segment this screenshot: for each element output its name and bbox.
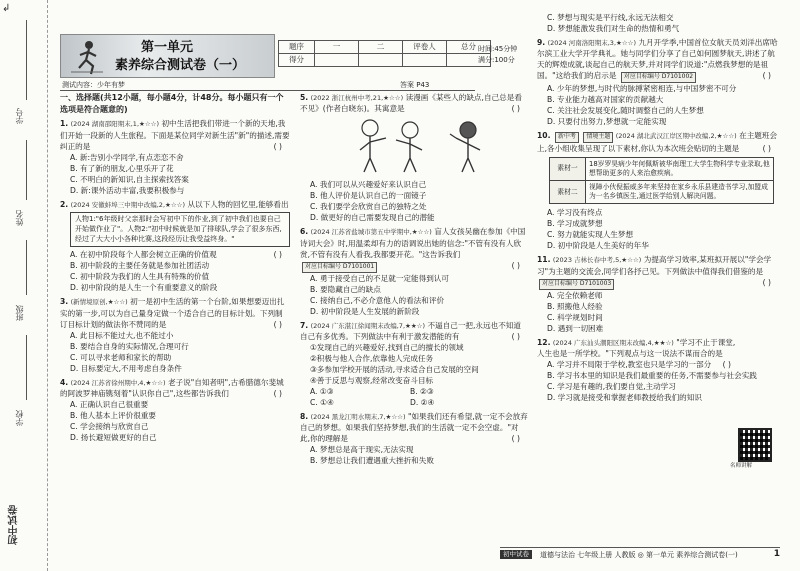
question-2: 2. (2024 安徽蚌埠三中期中改编,2,★☆☆) 从以下人物的回忆里,能够看出 人物1:"6年级时父亲那时会写初中下的作业,到了初中我们也要自己开始做作业了"。人物2:"初中时候就是加了排球队,学会了很多东西,经过了大大小小各种比赛,这段经历让我受益终身。" ( ) A. 在初中阶段每个人都会树立正确的价值观 B. 初中阶段的主要任务就是参加社团活动 C. 初中阶段为我们的人生具有特殊的价值 D. 初中阶段的是人生一个有重要意义的阶段	[60, 199, 289, 293]
option[interactable]: C. 初中阶段为我们的人生具有特殊的价值	[70, 272, 210, 282]
option[interactable]: D. 初中阶段是人生发展的新阶段	[310, 306, 420, 316]
option[interactable]: A. 学习没有终点	[547, 208, 603, 218]
option[interactable]: A. 新:告别小学同学,有点恋恋不舍	[70, 152, 184, 162]
question-7: 7. (2024 广东湛江徐闻期末改编,7,★★☆) 不逼自己一把,永远也不知道自己有多优秀。下列做法中有利于激发潜能的有 ( ) ①发现自己的兴趣爱好,找到自己的擅长的领域 ②积极与他人合作,依靠他人完成任务 ③多参加学校开展的活动,寻求适合自己发展的空间 ④善于反思与观察,经常改变奋斗目标 A. ①③ B. ②③ C. ①④ D. ②④	[300, 320, 528, 408]
answer-blank[interactable]: ( )	[273, 389, 282, 399]
new-exam-badge: 新中考	[555, 132, 579, 143]
question-10: 10. 新中考 情境主题 (2024 湖北武汉江岸区期中改编,2,★☆☆) 在主题班会上,各小组收集呈现了以下素材,你认为本次班会贴切的主题是 ( ) 素材一 18岁罗昊病少年何佩斯被华南理工大学生物科学专业录取,他想帮助更多的人来治愈疾病。 素材二 视障小伙倪振威多年来坚持在家乡永乐县建造书学习,加盟成为一名乡镇医生,通过医学给别人解决问题。 A. 学习没有终点 B. 学习成就梦想 C. 努力就能实现人生梦想 D. 初中阶段是人生美好的年华	[537, 131, 778, 251]
option[interactable]: C. ①④	[310, 397, 334, 407]
option[interactable]: D. 只要付出努力,梦想就一定能实现	[547, 117, 667, 127]
option[interactable]: C. 梦想与现实是平行线,永远无法相交	[547, 13, 674, 22]
option[interactable]: A. 此目标不能过大,也不能过小	[70, 330, 174, 340]
score-cell[interactable]	[315, 54, 359, 67]
title-banner	[60, 34, 275, 78]
statement: ①发现自己的兴趣爱好,找到自己的擅长的领域	[310, 342, 464, 352]
question-8: 8. (2024 黑龙江明水期末,7,★☆☆) "如果我们还有希望,就一定不会放弃自己的梦想。如果我们坚持梦想,我们的生活就一定不会空虚。"对此,你的理解是 ( ) A. 梦想总是高于现实,无法实现 B. 梦想总让我们遭遇重大挫折和失败	[300, 411, 528, 466]
option[interactable]: C. 我们要学会欣赏自己的独特之处	[310, 202, 427, 212]
question-4: 4. (2024 江苏省徐州期中,4,★☆☆) 老子说"自知者明",古希腊德尔斐城的阿波罗神庙镌刻着"认识你自己",这些都告诉我们 ( ) A. 正确认识自己很重要 B. 他人基本上评价很重要 C. 学会接纳与欣赏自己 D. 扬长避短做更好的自己	[60, 377, 290, 443]
option[interactable]: A. 勇于接受自己的不足就一定能得到认可	[310, 273, 449, 283]
score-header-cell: 二	[359, 41, 403, 54]
answer-blank[interactable]: ( )	[511, 260, 520, 270]
qr-code-icon[interactable]	[738, 428, 772, 462]
material-text: 18岁罗昊病少年何佩斯被华南理工大学生物科学专业录取,他想帮助更多的人来治愈疾病。	[586, 157, 774, 180]
test-content: 测试内容：少年有梦	[62, 81, 125, 89]
full-score: 满分:100分	[478, 55, 515, 64]
option[interactable]: D. 学习就是接受和掌握老师教授给我们的知识	[547, 393, 702, 403]
option[interactable]: A. 学习并不局限于学校,教室也只是学习的一部分	[547, 360, 712, 370]
answer-blank[interactable]: ( )	[511, 331, 520, 341]
target-code-tag: 对应目标编号 D7101003	[539, 279, 614, 290]
answer-blank[interactable]: ( )	[273, 319, 282, 329]
option[interactable]: C. 不明白的新知识,自主探索找答案	[70, 174, 189, 184]
question-11: 11. (2023 吉林长春中考,5,★☆☆) 为提高学习效率,某班拟开展以"学会学习"为主题的交流会,同学们各抒己见。下列做法中值得我们借鉴的是 对应目标编号 D7101003 ( ) A. 完全依赖老师 B. 照搬他人经验 C. 科学规划时间 D. 遇到一切困难	[537, 254, 779, 333]
option[interactable]: C. 科学规划时间	[547, 312, 603, 322]
score-cell[interactable]	[403, 54, 447, 67]
option[interactable]: A. 在初中阶段每个人都会树立正确的价值观	[70, 250, 217, 260]
column-1	[60, 92, 290, 443]
option[interactable]: D. 扬长避短做更好的自己	[70, 433, 157, 443]
material-header: 素材二	[550, 181, 586, 204]
score-header-cell: 一	[315, 41, 359, 54]
answer-blank[interactable]: ( )	[273, 141, 282, 151]
score-row-label: 得分	[279, 54, 315, 67]
option[interactable]: C. 关注社会发展变化,随时调整自己的人生梦想	[547, 106, 704, 116]
question-1: 1. (2024 湖南邵阳期末,1,★☆☆) 初中生活把我们带进一个新的天地,我们开始一段新的人生旅程。下面是某位同学对新生活"新"的描述,需要纠正的是 ( ) A. 新:告别小学同学,有点恋恋不舍 B. 有了新的朋友,心里乐开了花 C. 不明白的新知识,自主探索找答案 D. 新:课外活动丰富,我要积极参与	[60, 119, 290, 195]
option[interactable]: C. 可以寻求老师和家长的帮助	[70, 352, 172, 362]
score-header-cell: 题序	[279, 41, 315, 54]
score-table	[278, 40, 491, 67]
option[interactable]: D. 目标要定大,不用考虑自身条件	[70, 363, 182, 373]
answer-blank[interactable]: ( )	[511, 434, 520, 444]
answer-blank[interactable]: ( )	[762, 277, 771, 287]
context-badge: 情境主题	[583, 132, 613, 143]
option[interactable]: B. 初中阶段的主要任务就是参加社团活动	[70, 261, 210, 271]
time-limit: 时间:45分钟	[478, 45, 518, 53]
page-footer	[500, 547, 780, 561]
option[interactable]: D. 梦想能激发我们对生命的热情和勇气	[547, 24, 680, 33]
section-title: 一、选择题(共12小题，每小题4分，计48分。每小题只有一个选项是符合题意的)	[60, 93, 284, 114]
option[interactable]: B. 有了新的朋友,心里乐开了花	[70, 163, 174, 173]
cartoon-image	[340, 116, 500, 174]
option[interactable]: A. 我们可以从兴趣爱好来认识自己	[310, 180, 427, 190]
option[interactable]: D. 遇到一切困难	[547, 323, 604, 333]
score-header-cell: 评卷人	[403, 41, 447, 54]
footer-brand-badge: 初中试卷	[500, 550, 532, 559]
option[interactable]: B. 专业能力越高对国家的贡献越大	[547, 95, 664, 105]
binding-margin	[0, 0, 48, 571]
option[interactable]: C. 学习是有趣的,我们要自觉,主动学习	[547, 382, 676, 392]
question-6: 6. (2024 江苏省盐城市第五中学期中,★☆☆) 盲人女孩吴幽在参加《中国诗词大会》时,用温柔却有力的语调说出她的信念:"不管有没有人欣赏,不管有没有人看我,我都要开花。"这告诉我们 对应目标编号 D7101001 ( ) A. 勇于接受自己的不足就一定能得到认可 B. 要隐藏自己的缺点 C. 接纳自己,不必介意他人的看法和评价 D. 初中阶段是人生发展的新阶段	[300, 226, 528, 316]
answer-blank[interactable]: ( )	[762, 71, 771, 81]
header-subline	[60, 79, 475, 91]
column-2	[300, 92, 528, 466]
option[interactable]: A. 梦想总是高于现实,无法实现	[310, 445, 414, 455]
corner-arrow-icon: ↲	[2, 3, 11, 14]
statement: ③多参加学校开展的活动,寻求适合自己发展的空间	[310, 364, 479, 374]
margin-label-class: 班级	[15, 305, 24, 321]
answer-blank[interactable]: ( )	[762, 143, 771, 153]
material-table	[549, 157, 774, 205]
qr-code-label: 名师讲解	[730, 463, 753, 469]
option[interactable]: A. ①③	[310, 386, 334, 396]
score-header-cell: 总分	[447, 41, 491, 54]
option[interactable]: D. ②④	[410, 397, 435, 407]
footer-text: 道德与法治 七年级上册 人教版 ◎ 第一单元 素养综合测试卷(一)	[540, 551, 738, 559]
answer-blank[interactable]: ( )	[511, 104, 520, 114]
option[interactable]: C. 学会接纳与欣赏自己	[70, 422, 149, 432]
answer-blank[interactable]: ( )	[273, 250, 282, 260]
page-number: 1	[773, 549, 780, 559]
target-code-tag: 对应目标编号 D7101001	[302, 262, 377, 273]
option[interactable]: B. ②③	[410, 386, 434, 396]
option[interactable]: C. 努力就能实现人生梦想	[547, 230, 634, 240]
answer-blank[interactable]: ( )	[722, 360, 731, 370]
option[interactable]: A. 完全依赖老师	[547, 290, 603, 300]
statement: ④善于反思与观察,经常改变奋斗目标	[310, 375, 434, 385]
option[interactable]: B. 要隐藏自己的缺点	[310, 284, 381, 294]
option[interactable]: B. 他人评价是认识自己的一面镜子	[310, 191, 427, 201]
option[interactable]: D. 新:课外活动丰富,我要积极参与	[70, 185, 185, 195]
option[interactable]: A. 少年的梦想,与时代的脉搏紧密相连,与中国梦密不可分	[547, 84, 737, 94]
option[interactable]: D. 做更好的自己需要发现自己的潜能	[310, 213, 435, 223]
brand-logo: 初中试卷	[9, 505, 20, 545]
margin-label-student-id: 学号	[15, 108, 24, 124]
question-3: 3. (新情境原创,★☆☆) 初一是初中生活的第一个台阶,如果想要迈出扎实的第一步,可以为自己量身定做一个适合自己的目标计划。下列制订目标计划的做法你不赞同的是 ( ) A. 此目标不能过大,也不能过小 B. 要结合自身的实际情况,合理可行 C. 可以寻求老师和家长的帮助 D. 目标要定大,不用考虑自身条件	[60, 296, 290, 373]
target-code-tag: 对应目标编号 D7101002	[621, 72, 696, 83]
option[interactable]: B. 照搬他人经验	[547, 301, 603, 311]
option[interactable]: B. 梦想总让我们遭遇重大挫折和失败	[310, 456, 434, 466]
material-header: 素材一	[550, 157, 586, 180]
statement: ②积极与他人合作,依靠他人完成任务	[310, 353, 434, 363]
option[interactable]: B. 学习成就梦想	[547, 219, 603, 229]
option[interactable]: B. 学习书本里的知识是我们最重要的任务,不需要参与社会实践	[547, 371, 757, 381]
option[interactable]: A. 正确认识自己很重要	[70, 400, 149, 410]
question-9: 9. (2024 河南洛阳期末,3,★☆☆) 九月开学季,中国首位女航天员刘洋出席哈尔滨工业大学开学典礼。她与同学们分享了自己如何圆梦航天,讲述了航天的辉煌成就,谈起自己的航天梦,并对同学们说道:"点燃我梦想的是祖国。"这给我们的启示是 对应目标编号 D7101002 ( ) A. 少年的梦想,与时代的脉搏紧密相连,与中国梦密不可分 B. 专业能力越高对国家的贡献越大 C. 关注社会发展变化,随时调整自己的人生梦想 D. 只要付出努力,梦想就一定能实现	[537, 38, 778, 127]
title-line2: 素养综合测试卷（一）	[115, 58, 246, 73]
column-3	[537, 12, 779, 403]
option[interactable]: B. 要结合自身的实际情况,合理可行	[70, 341, 189, 351]
quote-box: 人物1:"6年级时父亲那时会写初中下的作业,到了初中我们也要自己开始做作业了"。人物2:"初中时候就是加了排球队,学会了很多东西,经过了大大小小各种比赛,这段经历让我受益终身。"	[70, 212, 290, 247]
runner-figure-icon	[69, 38, 105, 76]
question-5: 5. (2022 浙江杭州中考,21,★☆☆) 读漫画《某些人的缺点,自己总是看不见》(作者白晓东)。其寓意是 ( ) A. 我们可以从兴趣爱好来认识自己 B. 他人评价是认识自己的一面镜子 C. 我们要学会欣赏自己的独特之处 D. 做更好的自己需要发现自己的潜能	[300, 92, 528, 223]
option[interactable]: D. 初中阶段是人生美好的年华	[547, 241, 649, 251]
material-text: 视障小伙倪振威多年来坚持在家乡永乐县建造书学习,加盟成为一名乡镇医生,通过医学给别人解决问题。	[586, 181, 774, 204]
margin-label-name: 姓名	[15, 210, 24, 226]
option[interactable]: B. 他人基本上评价很重要	[70, 411, 156, 421]
option[interactable]: C. 接纳自己,不必介意他人的看法和评价	[310, 295, 445, 305]
question-12: 12. (2024 广东汕头潮阳区期末改编,4,★★☆) "学习不止于课堂,人生也是一所学校。"下列观点与这一说法不谋而合的是 ( )	[537, 337, 736, 370]
time-info	[478, 44, 517, 65]
option[interactable]: D. 初中阶段的是人生一个有重要意义的阶段	[70, 283, 218, 293]
answer-page-ref: 答案 P43	[400, 81, 430, 89]
title-line1: 第一单元	[141, 40, 194, 55]
score-cell[interactable]	[359, 54, 403, 67]
margin-label-school: 学校	[15, 410, 24, 426]
